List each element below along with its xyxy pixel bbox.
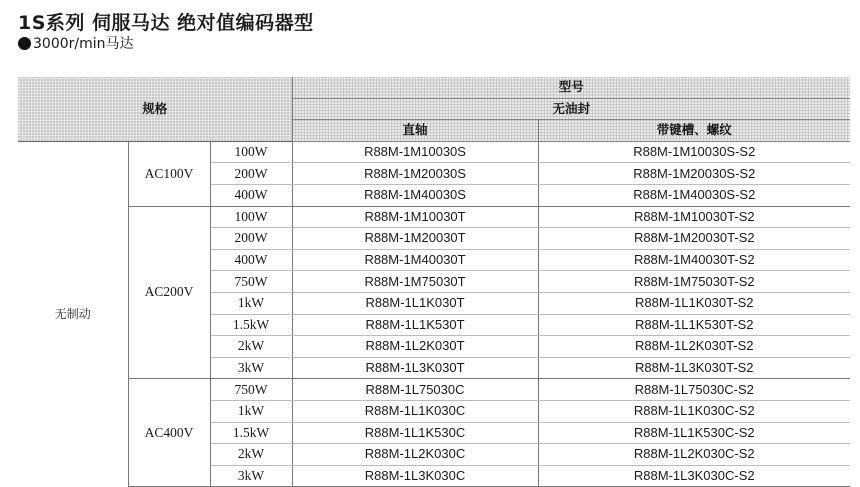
speed-subtitle (18, 33, 134, 53)
straight-model-cell[interactable]: R88M-1L3K030C (292, 465, 538, 487)
keyed-model-cell[interactable]: R88M-1L1K030C-S2 (538, 400, 850, 422)
straight-model-cell[interactable]: R88M-1L3K030T (292, 357, 538, 379)
power-cell: 400W (210, 249, 292, 271)
power-cell: 3kW (210, 465, 292, 487)
keyed-model-cell[interactable]: R88M-1L3K030T-S2 (538, 357, 850, 379)
straight-model-cell[interactable]: R88M-1L75030C (292, 379, 538, 401)
power-cell: 100W (210, 141, 292, 163)
keyed-model-cell[interactable]: R88M-1M40030S-S2 (538, 184, 850, 206)
power-cell: 750W (210, 379, 292, 401)
power-cell: 2kW (210, 444, 292, 466)
bullet-icon (18, 37, 31, 50)
power-cell: 2kW (210, 336, 292, 358)
straight-model-cell[interactable]: R88M-1M40030S (292, 184, 538, 206)
keyed-model-cell[interactable]: R88M-1M20030T-S2 (538, 228, 850, 250)
straight-model-cell[interactable]: R88M-1L1K030T (292, 292, 538, 314)
power-cell: 200W (210, 228, 292, 250)
power-cell: 750W (210, 271, 292, 293)
power-cell: 1kW (210, 400, 292, 422)
speed-label: 3000r/min马达 (33, 36, 134, 52)
oil-seal-header: 无油封 (292, 98, 850, 120)
table-row (18, 141, 850, 163)
keyed-model-cell[interactable]: R88M-1M20030S-S2 (538, 163, 850, 185)
keyed-model-cell[interactable]: R88M-1M75030T-S2 (538, 271, 850, 293)
page-title: 1S系列 伺服马达 绝对值编码器型 (18, 12, 314, 34)
straight-model-cell[interactable]: R88M-1M10030S (292, 141, 538, 163)
keyed-model-cell[interactable]: R88M-1M10030S-S2 (538, 141, 850, 163)
power-cell: 200W (210, 163, 292, 185)
straight-model-cell[interactable]: R88M-1M10030T (292, 206, 538, 228)
voltage-cell: AC200V (128, 206, 210, 379)
straight-model-cell[interactable]: R88M-1L2K030T (292, 336, 538, 358)
voltage-cell: AC400V (128, 379, 210, 487)
motor-spec-table (18, 77, 850, 487)
straight-model-cell[interactable]: R88M-1L1K530C (292, 422, 538, 444)
brake-type-cell: 无制动 (18, 141, 128, 487)
keyed-model-cell[interactable]: R88M-1L2K030C-S2 (538, 444, 850, 466)
power-cell: 1kW (210, 292, 292, 314)
spec-table-body (18, 141, 850, 487)
straight-model-cell[interactable]: R88M-1M20030S (292, 163, 538, 185)
keyed-model-cell[interactable]: R88M-1M10030T-S2 (538, 206, 850, 228)
straight-model-cell[interactable]: R88M-1M40030T (292, 249, 538, 271)
power-cell: 1.5kW (210, 314, 292, 336)
keyed-model-cell[interactable]: R88M-1M40030T-S2 (538, 249, 850, 271)
power-cell: 100W (210, 206, 292, 228)
keyed-shaft-header: 带键槽、螺纹 (538, 120, 850, 142)
keyed-model-cell[interactable]: R88M-1L1K530C-S2 (538, 422, 850, 444)
straight-model-cell[interactable]: R88M-1M75030T (292, 271, 538, 293)
table-row (18, 206, 850, 228)
table-row (18, 379, 850, 401)
model-header: 型号 (292, 77, 850, 98)
straight-model-cell[interactable]: R88M-1L2K030C (292, 444, 538, 466)
spec-header: 规格 (18, 77, 292, 141)
keyed-model-cell[interactable]: R88M-1L3K030C-S2 (538, 465, 850, 487)
straight-shaft-header: 直轴 (292, 120, 538, 142)
voltage-cell: AC100V (128, 141, 210, 206)
straight-model-cell[interactable]: R88M-1L1K030C (292, 400, 538, 422)
straight-model-cell[interactable]: R88M-1M20030T (292, 228, 538, 250)
power-cell: 400W (210, 184, 292, 206)
power-cell: 3kW (210, 357, 292, 379)
straight-model-cell[interactable]: R88M-1L1K530T (292, 314, 538, 336)
keyed-model-cell[interactable]: R88M-1L75030C-S2 (538, 379, 850, 401)
keyed-model-cell[interactable]: R88M-1L1K530T-S2 (538, 314, 850, 336)
keyed-model-cell[interactable]: R88M-1L1K030T-S2 (538, 292, 850, 314)
keyed-model-cell[interactable]: R88M-1L2K030T-S2 (538, 336, 850, 358)
power-cell: 1.5kW (210, 422, 292, 444)
